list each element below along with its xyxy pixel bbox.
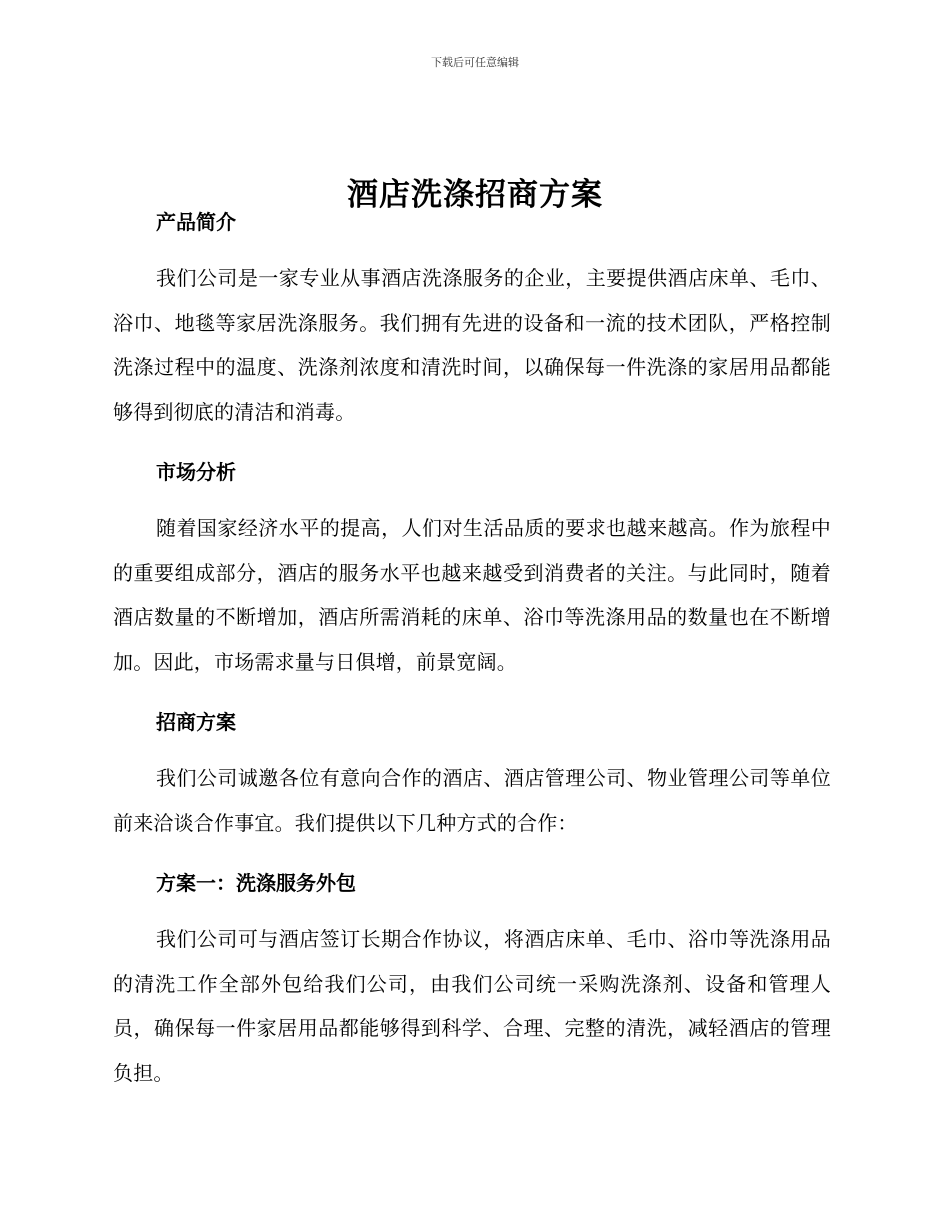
paragraph-plan-one: 我们公司可与酒店签订长期合作协议，将酒店床单、毛巾、浴巾等洗涤用品的清洗工作全部外包给我们公司，由我们公司统一采购洗涤剂、设备和管理人员，确保每一件家居用品都能够得到科学、合理、完整的清洗，减轻酒店的管理负担。 <box>113 927 831 1085</box>
section-heading-plan-one: 方案一：洗涤服务外包 <box>156 871 356 895</box>
paragraph-product-intro: 我们公司是一家专业从事酒店洗涤服务的企业，主要提供酒店床单、毛巾、浴巾、地毯等家居洗涤服务。我们拥有先进的设备和一流的技术团队，严格控制洗涤过程中的温度、洗涤剂浓度和清洗时间，以确保每一件洗涤的家居用品都能够得到彻底的清洁和消毒。 <box>113 266 831 424</box>
section-heading-investment-plan: 招商方案 <box>156 710 236 734</box>
document-title: 酒店洗涤招商方案 <box>347 176 603 213</box>
document-body <box>113 200 831 1095</box>
section-heading-product-intro: 产品简介 <box>156 210 236 234</box>
header-note: 下载后可任意编辑 <box>431 56 519 69</box>
paragraph-investment-plan: 我们公司诚邀各位有意向合作的酒店、酒店管理公司、物业管理公司等单位前来洽谈合作事宜。我们提供以下几种方式的合作： <box>113 766 831 835</box>
paragraph-market-analysis: 随着国家经济水平的提高，人们对生活品质的要求也越来越高。作为旅程中的重要组成部分，酒店的服务水平也越来越受到消费者的关注。与此同时，随着酒店数量的不断增加，酒店所需消耗的床单、浴巾等洗涤用品的数量也在不断增加。因此，市场需求量与日俱增，前景宽阔。 <box>113 516 831 674</box>
section-heading-market-analysis: 市场分析 <box>156 460 236 484</box>
